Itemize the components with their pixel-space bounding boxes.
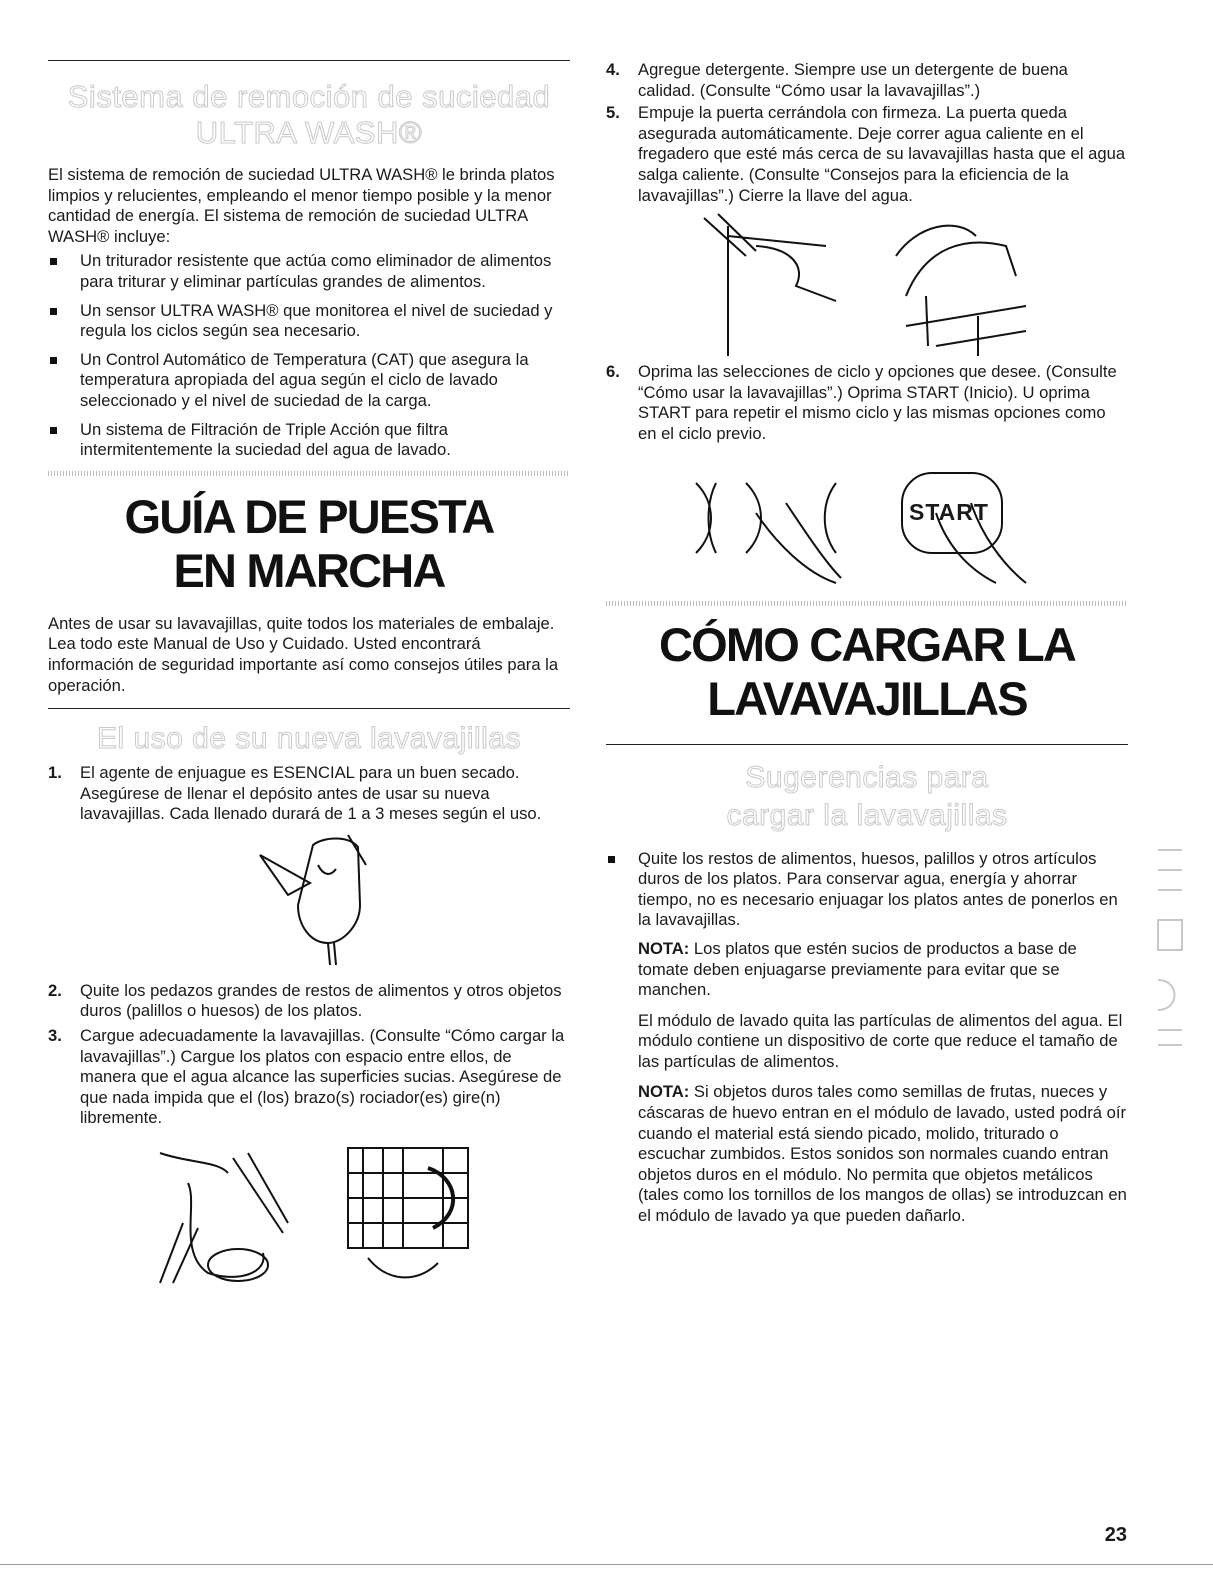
rinse-aid-bottle-illustration bbox=[48, 825, 570, 975]
setup-steps-list-cont bbox=[48, 981, 570, 1129]
list-item: Un Control Automático de Temperatura (CAT) que asegura la temperatura apropiada del agua según el ciclo de lavado seleccionado y el nivel de suciedad de la carga. bbox=[48, 350, 570, 412]
door-and-faucet-illustration bbox=[606, 206, 1128, 356]
list-item: Quite los restos de alimentos, huesos, palillos y otros artículos duros de los platos. Para conservar agua, energía y ahorrar tiempo, no es necesario enjuagar los platos antes de ponerlos en la lavavajillas. bbox=[606, 849, 1128, 931]
list-item: Un sistema de Filtración de Triple Acción que filtra intermitentemente la suciedad del agua de lavado. bbox=[48, 420, 570, 461]
list-item: Un triturador resistente que actúa como eliminador de alimentos para triturar y eliminar partículas grandes de alimentos. bbox=[48, 251, 570, 292]
wash-module-text: El módulo de lavado quita las partículas de alimentos del agua. El módulo contiene un dispositivo de corte que reduce el tamaño de las partículas de alimentos. bbox=[638, 1010, 1123, 1071]
list-item: 2. Quite los pedazos grandes de restos de alimentos y otros objetos duros (palillos o huesos) de los platos. bbox=[48, 980, 562, 1021]
section-rule bbox=[606, 744, 1128, 745]
bottom-rule bbox=[0, 1564, 1213, 1565]
start-button-illustration bbox=[606, 463, 1128, 593]
loading-title: CÓMO CARGAR LA LAVAVAJILLAS bbox=[658, 617, 1076, 725]
loading-tips-list bbox=[606, 849, 1128, 931]
ultra-wash-bullet-list bbox=[48, 251, 570, 460]
list-item: 4. Agregue detergente. Siempre use un detergente de buena calidad. (Consulte “Cómo usar la lavavajillas”.) bbox=[606, 60, 1068, 100]
setup-steps-list-right bbox=[606, 60, 1128, 206]
guide-intro: Antes de usar su lavavajillas, quite todos los materiales de embalaje. Lea todo este Manual de Uso y Cuidado. Usted encontrará información de seguridad importante así como consejos útiles para la operación. bbox=[48, 613, 559, 695]
section-title-loading-tips: Sugerencias para cargar la lavavajillas bbox=[726, 760, 1008, 832]
section-rule bbox=[48, 708, 570, 709]
dotted-divider bbox=[48, 471, 570, 476]
list-item: Un sensor ULTRA WASH® que monitorea el nivel de suciedad y regula los ciclos según sea necesario. bbox=[48, 301, 570, 342]
page-number: 23 bbox=[1104, 1524, 1127, 1546]
section-rule bbox=[48, 60, 570, 61]
loading-dishes-illustration bbox=[48, 1143, 570, 1293]
start-label: START bbox=[909, 498, 989, 525]
side-tab-decoration bbox=[1150, 840, 1190, 1060]
guide-title: GUÍA DE PUESTA EN MARCHA bbox=[124, 489, 494, 597]
right-column bbox=[606, 60, 1128, 1227]
setup-steps-list-right-cont bbox=[606, 362, 1128, 444]
section-title-new-dishwasher: El uso de su nueva lavavajillas bbox=[96, 722, 522, 756]
setup-steps-list bbox=[48, 763, 570, 825]
list-item: 6. Oprima las selecciones de ciclo y opciones que desee. (Consulte “Cómo usar la lavavajillas”.) Oprima START (Inicio). U oprima START para repetir el mismo ciclo y las mismas opciones como en el ciclo previo. bbox=[606, 362, 1117, 443]
finger-press-icon bbox=[606, 463, 1128, 593]
dotted-divider bbox=[606, 601, 1128, 606]
note-tomato: NOTA: Los platos que estén sucios de productos a base de tomate deben enjuagarse previamente para evitar que se manchen. bbox=[638, 938, 1077, 1000]
section-title-ultra-wash: Sistema de remoción de suciedad ULTRA WASH® bbox=[67, 79, 551, 150]
list-item: 5. Empuje la puerta cerrándola con firmeza. La puerta queda asegurada automáticamente. Deje correr agua caliente en el fregadero que esté más cerca de su lavavajillas hasta que el agua salga caliente. (Consulte “Consejos para la eficiencia de la lavavajillas”.) Cierre la llave del agua. bbox=[606, 103, 1126, 205]
list-item: 3. Cargue adecuadamente la lavavajillas. (Consulte “Cómo cargar la lavavajillas”.) Cargue los platos con espacio entre ellos, de manera que el agua alcance las superficies sucias. Asegúrese de que nada impida que el (los) brazo(s) rociador(es) gire(n) libremente. bbox=[48, 1026, 565, 1128]
note-hard-objects: NOTA: Si objetos duros tales como semillas de frutas, nueces y cáscaras de huevo entran en el módulo de lavado, usted podrá oír cuando el material está siendo picado, molido, triturado o escuchar zumbidos. Estos sonidos son normales cuando entran objetos duros en el módulo. No permita que objetos metálicos (tales como los tornillos de los mangos de ollas) se introduzcan en el módulo de lavado ya que pueden dañarlo. bbox=[638, 1082, 1127, 1226]
ultra-wash-intro: El sistema de remoción de suciedad ULTRA WASH® le brinda platos limpios y relucientes, empleando el menor tiempo posible y la menor cantidad de energía. El sistema de remoción de suciedad ULTRA WASH® incluye: bbox=[48, 165, 555, 246]
left-column bbox=[48, 60, 570, 1293]
list-item: 1. El agente de enjuague es ESENCIAL para un buen secado. Asegúrese de llenar el depósito antes de usar su nueva lavavajillas. Cada llenado durará de 1 a 3 meses según el uso. bbox=[48, 763, 542, 824]
